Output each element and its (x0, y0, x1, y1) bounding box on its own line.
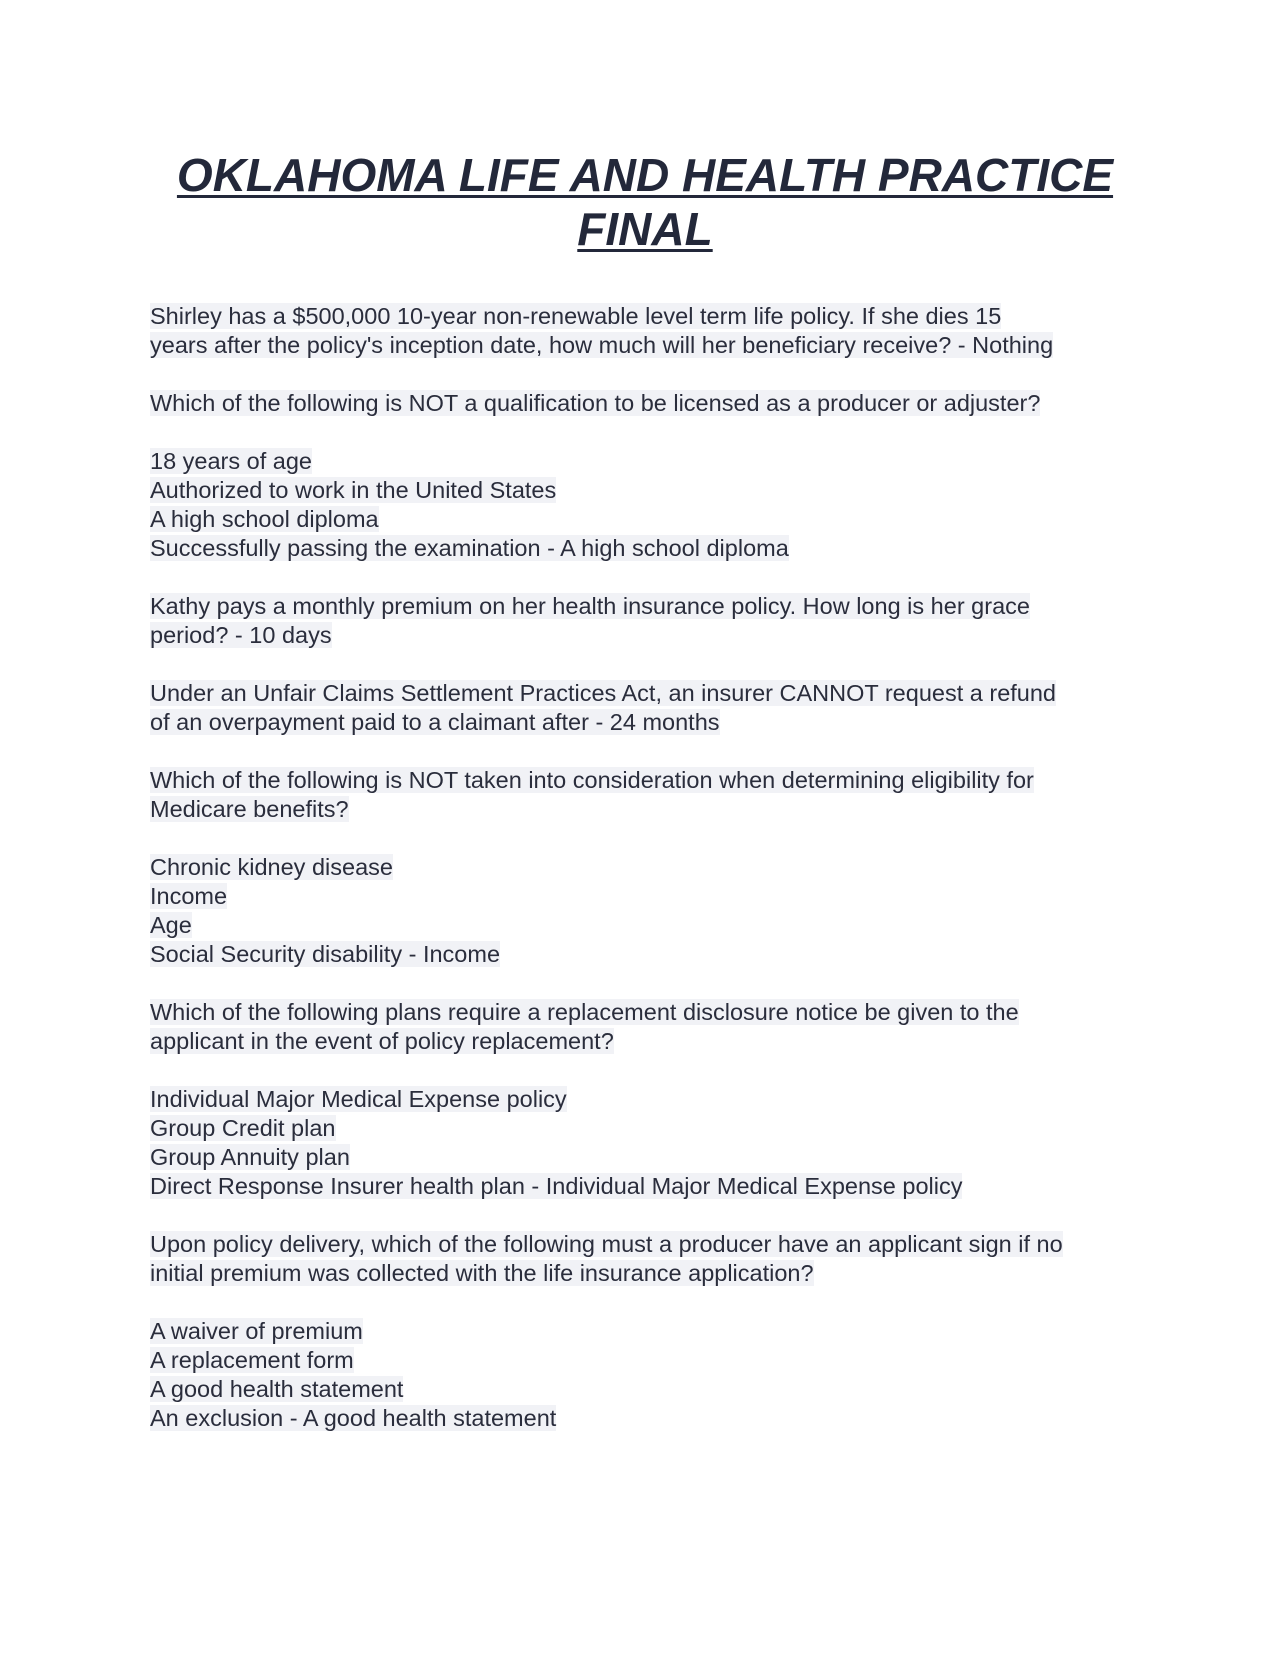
text-line (150, 534, 1140, 563)
text-line (150, 302, 1140, 331)
text-line (150, 1259, 1140, 1288)
text-line (150, 998, 1140, 1027)
line-text: Upon policy delivery, which of the following must a producer have an applicant sign if no (150, 1231, 1063, 1257)
line-text: of an overpayment paid to a claimant after - 24 months (150, 709, 720, 735)
text-line (150, 1230, 1140, 1259)
line-text: Income (150, 883, 228, 909)
text-block (150, 679, 1140, 737)
text-block (150, 998, 1140, 1056)
line-text: Which of the following plans require a replacement disclosure notice be given to the (150, 999, 1019, 1025)
text-line (150, 447, 1140, 476)
text-line (150, 331, 1140, 360)
line-text: An exclusion - A good health statement (150, 1405, 557, 1431)
line-text: Which of the following is NOT a qualification to be licensed as a producer or adjuster? (150, 390, 1041, 416)
document-content (150, 302, 1140, 1433)
line-text: Direct Response Insurer health plan - Individual Major Medical Expense policy (150, 1173, 963, 1199)
text-line (150, 882, 1140, 911)
line-text: period? - 10 days (150, 622, 332, 648)
text-line (150, 1346, 1140, 1375)
line-text: Which of the following is NOT taken into consideration when determining eligibility for (150, 767, 1034, 793)
line-text: Successfully passing the examination - A high school diploma (150, 535, 789, 561)
text-line (150, 592, 1140, 621)
text-block (150, 592, 1140, 650)
line-text: Group Annuity plan (150, 1144, 350, 1170)
line-text: applicant in the event of policy replacement? (150, 1028, 614, 1054)
document-page (150, 148, 1140, 1462)
line-text: A waiver of premium (150, 1318, 363, 1344)
line-text: A good health statement (150, 1376, 404, 1402)
text-line (150, 795, 1140, 824)
text-line (150, 911, 1140, 940)
text-line (150, 1027, 1140, 1056)
line-text: A replacement form (150, 1347, 354, 1373)
text-line (150, 1172, 1140, 1201)
text-line (150, 505, 1140, 534)
line-text: 18 years of age (150, 448, 312, 474)
text-line (150, 853, 1140, 882)
document-title: OKLAHOMA LIFE AND HEALTH PRACTICE FINAL (176, 149, 1114, 255)
text-block (150, 1317, 1140, 1433)
line-text: Age (150, 912, 192, 938)
text-line (150, 1404, 1140, 1433)
line-text: Group Credit plan (150, 1115, 336, 1141)
text-block (150, 853, 1140, 969)
text-block (150, 389, 1140, 418)
text-block (150, 1085, 1140, 1201)
text-line (150, 1317, 1140, 1346)
text-line (150, 766, 1140, 795)
text-line (150, 1114, 1140, 1143)
line-text: years after the policy's inception date, how much will her beneficiary receive? - Nothing (150, 332, 1054, 358)
line-text: Medicare benefits? (150, 796, 349, 822)
line-text: Chronic kidney disease (150, 854, 393, 880)
text-line (150, 679, 1140, 708)
line-text: Individual Major Medical Expense policy (150, 1086, 567, 1112)
text-block (150, 766, 1140, 824)
text-line (150, 940, 1140, 969)
line-text: initial premium was collected with the life insurance application? (150, 1260, 814, 1286)
text-line (150, 1143, 1140, 1172)
line-text: Under an Unfair Claims Settlement Practices Act, an insurer CANNOT request a refund (150, 680, 1057, 706)
text-line (150, 389, 1140, 418)
line-text: Social Security disability - Income (150, 941, 501, 967)
text-line (150, 621, 1140, 650)
line-text: A high school diploma (150, 506, 379, 532)
text-block (150, 1230, 1140, 1288)
text-line (150, 476, 1140, 505)
text-block (150, 447, 1140, 563)
line-text: Kathy pays a monthly premium on her health insurance policy. How long is her grace (150, 593, 1030, 619)
line-text: Authorized to work in the United States (150, 477, 557, 503)
text-line (150, 1085, 1140, 1114)
text-block (150, 302, 1140, 360)
text-line (150, 708, 1140, 737)
line-text: Shirley has a $500,000 10-year non-renewable level term life policy. If she dies 15 (150, 303, 1002, 329)
text-line (150, 1375, 1140, 1404)
